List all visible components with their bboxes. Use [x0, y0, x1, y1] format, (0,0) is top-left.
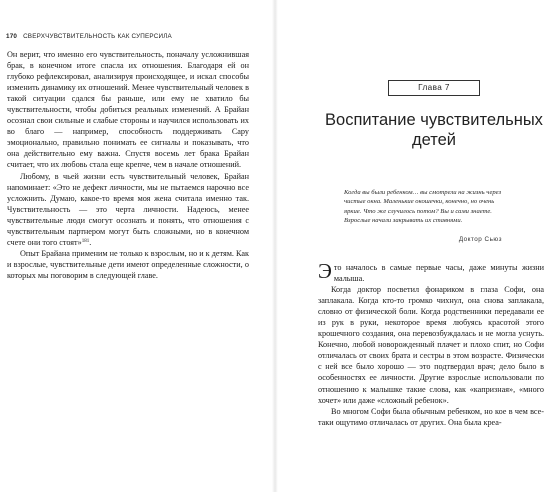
- page-number: 170: [6, 33, 18, 40]
- epigraph-author: Доктор Сьюз: [458, 236, 502, 243]
- right-body-text: [318, 259, 544, 428]
- epigraph: Когда вы были ребенком… вы смотрели на жизнь через чистые окна. Маленькие окошечки, конечно, но очень яркие. Что же случилось потом? Вы и сами знаете. Взрослые начали закрывать их ставнями.: [344, 189, 502, 225]
- footnote-ref: 181: [81, 238, 90, 244]
- paragraph: Он верит, что именно его чувствительность, поначалу усложнившая брак, в конечном итоге спасла их отношения. Благодаря ей он глубоко рефлексировал, анализируя происходящее, и искал способы изменить динамику их отношений. Менее чувствительный человек в такой ситуации сдался бы раньше, или ему не хватило бы чувствительности, чтобы добиться реальных изменений. А Брайан осознал свои сильные и слабые стороны и научился использовать их во благо — например, способность поддерживать Сару эмоционально, правильно понимать ее сигналы и показывать, что она действительно ему важна. Спустя восемь лет брака Брайан считает, что их любовь стала еще крепче, чем в начале отношений.: [7, 50, 249, 170]
- paragraph: Во многом Софи была обычным ребенком, но кое в чем все-таки ощутимо отличалась от других. Она была креа-: [318, 406, 544, 427]
- left-body-text: [7, 49, 249, 281]
- paragraph: Когда доктор посветил фонариком в глаза Софи, она заплакала. Когда кто-то громко чихнул, она снова заплакала, словно от физической боли. Когда родственники передавали ее из рук в руки, некоторое время любуясь красотой этого крошечного создания, она перевозбуждалась и не могла уснуть. Конечно, любой новорожденный плачет и плохо спит, но Софи отличалась от своих брата и сестры в этом возрасте. Физически с ней все было хорошо — это подтвердил врач; дело было в особенностях ее личности. Другие взрослые использовали по отношению к малышке такие слова, как «капризная», «много хочет» или даже «сложный ребенок».: [318, 285, 544, 405]
- chapter-title: Воспитание чувствительных детей: [325, 111, 543, 149]
- paragraph: Любому, в чьей жизни есть чувствительный человек, Брайан напоминает: «Это не дефект личности, мы не пытаемся нарочно все усложнить. Думаю, какое-то время моя жена считала именно так. Чувствительность — это черта личности. Надеюсь, менее чувствительные люди смогут осознать и понять, что отношения с чувствительным партнером могут быть сложными, но в конечном счете они того стоят»$^{181}$.: [7, 171, 249, 247]
- drop-cap: Э: [318, 259, 332, 283]
- opening-paragraph: Это началось в самые первые часы, даже минуты жизни малыша.: [318, 259, 544, 284]
- running-head: [6, 33, 172, 40]
- book-title: СВЕРХЧУВСТВИТЕЛЬНОСТЬ КАК СУПЕРСИЛА: [23, 33, 172, 40]
- left-page: [0, 0, 272, 492]
- right-page: [278, 0, 550, 492]
- chapter-label: Глава 7: [388, 80, 480, 96]
- paragraph: Опыт Брайана применим не только к взрослым, но и к детям. Как и взрослые, чувствительные дети имеют определенные сложности, о которых мы поговорим в следующей главе.: [7, 248, 249, 280]
